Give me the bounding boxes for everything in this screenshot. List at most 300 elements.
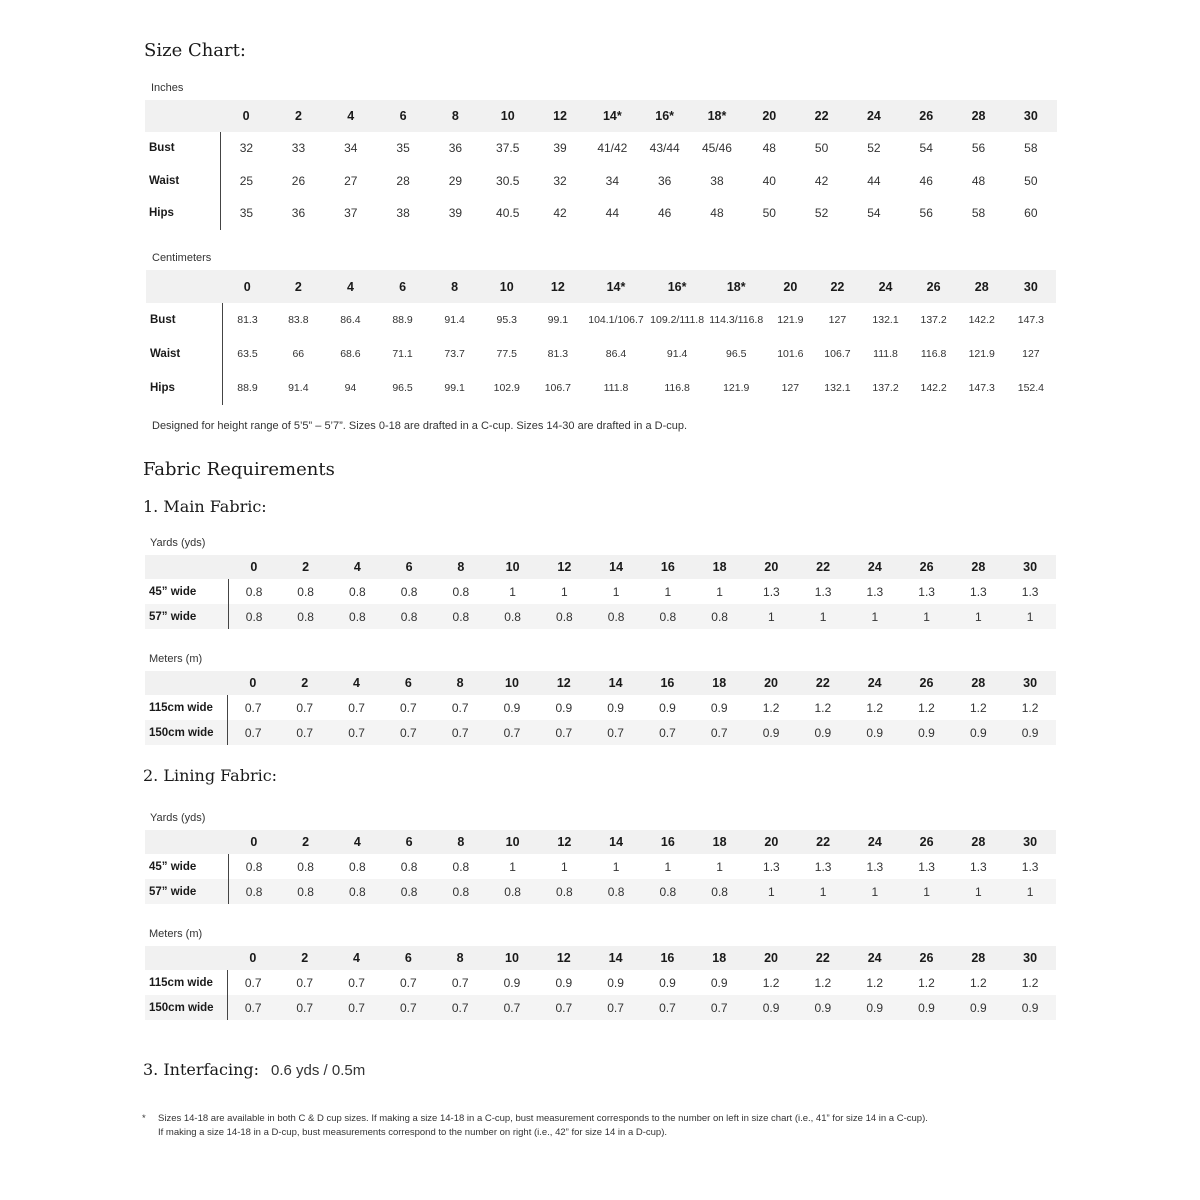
value-cell: 0.7	[693, 995, 745, 1020]
value-cell: 0.7	[382, 995, 434, 1020]
value-cell: 0.8	[694, 879, 746, 904]
value-cell: 0.8	[280, 879, 332, 904]
value-cell: 0.9	[555, 700, 573, 715]
value-cell: 0.7	[642, 995, 694, 1020]
value-cell: 0.7	[590, 995, 642, 1020]
size-header-cell: 20	[746, 830, 798, 854]
row-label: Waist	[145, 165, 220, 198]
value-cell: 102.9	[493, 382, 520, 394]
size-header-cell: 26	[900, 100, 952, 132]
value-cell: 25	[239, 173, 254, 188]
value-cell: 0.8	[400, 859, 418, 874]
size-header-cell: 22	[797, 555, 849, 579]
size-header-cell: 12	[538, 946, 590, 970]
value-cell: 83.8	[288, 314, 309, 326]
value-cell: 81.3	[237, 314, 258, 326]
value-cell: 29	[448, 173, 463, 188]
value-cell: 96.5	[392, 382, 413, 394]
value-cell: 0.7	[244, 700, 262, 715]
lining-fabric-yards-table	[145, 830, 1056, 904]
value-cell: 36	[291, 206, 306, 221]
size-header-cell: 24	[849, 555, 901, 579]
value-cell: 88.9	[237, 382, 258, 394]
value-cell: 1.3	[1021, 859, 1039, 874]
size-header-cell: 24	[849, 671, 901, 695]
value-cell: 1	[746, 879, 798, 904]
size-header-cell: 10	[486, 946, 538, 970]
value-cell: 121.9	[723, 382, 750, 394]
size-header-cell: 2	[280, 830, 332, 854]
interfacing-line	[143, 1060, 365, 1079]
value-cell: 121.9	[777, 314, 804, 326]
size-header-cell: 18	[693, 671, 745, 695]
value-cell: 39	[553, 141, 567, 156]
size-header-cell: 4	[324, 270, 376, 303]
value-cell: 0.8	[280, 604, 332, 629]
value-cell: 58	[1024, 141, 1038, 156]
height-cup-note: Designed for height range of 5’5” – 5’7”. Sizes 0-18 are drafted in a C-cup. Sizes 14-30 are drafted in a D-cup.	[152, 420, 688, 432]
size-header-cell: 0	[228, 830, 280, 854]
value-cell: 0.7	[331, 720, 383, 745]
value-cell: 0.8	[539, 879, 591, 904]
value-cell: 60	[1024, 206, 1038, 221]
size-header-cell: 20	[746, 555, 798, 579]
value-cell: 36	[448, 141, 463, 156]
size-header-cell: 8	[429, 270, 481, 303]
value-cell: 0.9	[901, 995, 953, 1020]
value-cell: 0.7	[279, 995, 331, 1020]
main-meters-unit-label: Meters (m)	[149, 653, 203, 665]
size-header-cell: 6	[383, 830, 435, 854]
value-cell: 0.7	[451, 975, 469, 990]
value-cell: 56	[919, 206, 933, 221]
value-cell: 0.8	[642, 604, 694, 629]
value-cell: 99.1	[547, 314, 569, 326]
value-cell: 1	[797, 879, 849, 904]
value-cell: 1	[716, 584, 723, 599]
row-label: Hips	[145, 197, 220, 230]
row-label: Waist	[146, 337, 222, 371]
value-cell: 0.8	[332, 879, 384, 904]
value-cell: 68.6	[340, 348, 361, 360]
value-cell: 1	[1004, 879, 1056, 904]
size-header-cell: 20	[745, 671, 797, 695]
value-cell: 0.8	[487, 879, 539, 904]
value-cell: 48	[762, 141, 776, 156]
value-cell: 1	[664, 584, 672, 599]
value-cell: 0.8	[245, 584, 263, 599]
row-bust	[146, 303, 1056, 337]
value-cell: 1.2	[814, 975, 832, 990]
value-cell: 91.4	[288, 382, 309, 394]
value-cell: 35	[396, 141, 410, 156]
value-cell: 91.4	[666, 348, 688, 360]
value-cell: 0.9	[849, 720, 901, 745]
value-cell: 50	[1024, 173, 1038, 188]
value-cell: 1	[664, 859, 672, 874]
size-header-cell: 28	[953, 555, 1005, 579]
value-cell: 1.3	[814, 584, 832, 599]
size-header-cell: 14	[590, 946, 642, 970]
value-cell: 1	[901, 604, 953, 629]
value-cell: 42	[553, 206, 567, 221]
value-cell: 0.8	[383, 604, 435, 629]
value-cell: 0.7	[227, 995, 279, 1020]
size-header-cell: 12	[538, 671, 590, 695]
size-header-cell: 26	[901, 671, 953, 695]
size-header-cell: 8	[429, 100, 481, 132]
size-header-row	[145, 830, 1056, 854]
size-header-cell: 8	[435, 555, 487, 579]
value-cell: 46	[657, 206, 672, 221]
size-header-cell: 22	[795, 100, 847, 132]
value-cell: 73.7	[444, 348, 465, 360]
size-header-cell: 8	[435, 830, 487, 854]
value-cell: 88.9	[392, 314, 413, 326]
fabric-requirements-title: Fabric Requirements	[143, 459, 335, 480]
size-header-cell: 6	[383, 555, 435, 579]
value-cell: 0.9	[607, 975, 624, 990]
main-fabric-meters-table	[145, 671, 1056, 745]
value-cell: 34	[344, 141, 358, 156]
value-cell: 37	[344, 206, 358, 221]
value-cell: 0.9	[659, 700, 676, 715]
row-label: 45” wide	[145, 579, 228, 604]
row-label: Bust	[145, 132, 220, 165]
value-cell: 0.8	[383, 879, 435, 904]
size-header-cell: 30	[1004, 671, 1056, 695]
size-header-cell: 12	[539, 830, 591, 854]
value-cell: 54	[867, 206, 881, 221]
value-cell: 121.9	[968, 348, 995, 360]
value-cell: 48	[710, 206, 724, 221]
size-header-cell: 30	[1004, 946, 1056, 970]
lining-meters-unit-label: Meters (m)	[149, 928, 203, 940]
value-cell: 0.7	[227, 720, 279, 745]
value-cell: 48	[971, 173, 986, 188]
footnote-line-1	[142, 1112, 1142, 1126]
lining-yards-unit-label: Yards (yds)	[150, 812, 206, 824]
value-cell: 54	[919, 141, 933, 156]
size-chart-title: Size Chart:	[144, 40, 246, 61]
value-cell: 1.3	[866, 859, 884, 874]
size-header-cell: 22	[797, 830, 849, 854]
value-cell: 0.8	[435, 879, 487, 904]
value-cell: 127	[781, 382, 800, 394]
main-yards-unit-label: Yards (yds)	[150, 537, 206, 549]
row-115cm-wide	[145, 970, 1056, 995]
row-label: Hips	[146, 371, 222, 405]
row-hips	[145, 197, 1057, 230]
value-cell: 56	[971, 141, 986, 156]
size-chart-centimeters-table	[146, 270, 1056, 405]
value-cell: 1	[797, 604, 849, 629]
value-cell: 38	[710, 173, 724, 188]
row-label: 115cm wide	[145, 695, 227, 720]
value-cell: 1.3	[918, 584, 935, 599]
value-cell: 0.7	[451, 700, 469, 715]
row-150cm-wide	[145, 995, 1056, 1020]
value-cell: 109.2/111.8	[650, 314, 705, 326]
footnote	[142, 1112, 1142, 1140]
value-cell: 1.2	[1021, 975, 1039, 990]
value-cell: 52	[814, 206, 829, 221]
value-cell: 0.8	[435, 604, 487, 629]
value-cell: 1.3	[1021, 584, 1039, 599]
value-cell: 0.7	[296, 975, 314, 990]
value-cell: 0.9	[745, 995, 797, 1020]
value-cell: 77.5	[496, 348, 517, 360]
row-150cm-wide	[145, 720, 1056, 745]
size-header-cell: 20	[767, 270, 813, 303]
size-header-cell: 10	[481, 270, 533, 303]
value-cell: 43/44	[649, 141, 680, 156]
value-cell: 66	[292, 348, 305, 360]
value-cell: 40.5	[496, 206, 520, 221]
value-cell: 40	[762, 173, 776, 188]
size-header-row	[145, 555, 1056, 579]
value-cell: 0.8	[332, 604, 384, 629]
value-cell: 34	[605, 173, 620, 188]
value-cell: 1	[1004, 604, 1056, 629]
value-cell: 27	[344, 173, 358, 188]
size-header-cell: 12	[534, 100, 586, 132]
value-cell: 32	[239, 141, 254, 156]
size-header-cell: 24	[849, 946, 901, 970]
value-cell: 26	[291, 173, 306, 188]
value-cell: 30.5	[496, 173, 520, 188]
value-cell: 0.7	[348, 975, 365, 990]
value-cell: 0.8	[694, 604, 746, 629]
value-cell: 0.7	[400, 700, 417, 715]
value-cell: 44	[605, 206, 620, 221]
value-cell: 0.9	[555, 975, 573, 990]
value-cell: 0.9	[503, 975, 521, 990]
size-header-cell: 12	[539, 555, 591, 579]
value-cell: 86.4	[340, 314, 361, 326]
row-waist	[145, 165, 1057, 198]
value-cell: 52	[867, 141, 881, 156]
value-cell: 71.1	[392, 348, 413, 360]
value-cell: 1	[509, 859, 516, 874]
value-cell: 35	[239, 206, 254, 221]
value-cell: 1.3	[814, 859, 832, 874]
size-header-cell: 8	[434, 946, 486, 970]
value-cell: 0.9	[952, 720, 1004, 745]
size-header-cell: 2	[272, 100, 324, 132]
size-header-cell: 12	[533, 270, 583, 303]
main-fabric-title: 1. Main Fabric:	[143, 497, 267, 516]
value-cell: 1	[953, 604, 1005, 629]
value-cell: 0.9	[1004, 995, 1056, 1020]
value-cell: 36	[657, 173, 672, 188]
size-header-cell: 28	[953, 830, 1005, 854]
size-header-cell: 8	[434, 671, 486, 695]
value-cell: 101.6	[777, 348, 804, 360]
size-header-cell: 18*	[705, 270, 767, 303]
size-header-cell: 18*	[691, 100, 743, 132]
size-header-cell: 30	[1005, 100, 1057, 132]
size-header-cell: 10	[487, 830, 539, 854]
size-chart-inches-table	[145, 100, 1057, 230]
value-cell: 0.7	[434, 720, 486, 745]
header-corner	[145, 830, 228, 854]
size-header-cell: 16	[642, 555, 694, 579]
value-cell: 0.7	[693, 720, 745, 745]
size-header-cell: 26	[901, 555, 953, 579]
interfacing-title: 3. Interfacing:	[143, 1060, 259, 1079]
value-cell: 50	[814, 141, 829, 156]
value-cell: 58	[971, 206, 986, 221]
value-cell: 1	[746, 604, 798, 629]
size-header-cell: 6	[376, 270, 428, 303]
value-cell: 111.8	[873, 348, 898, 360]
value-cell: 0.7	[400, 975, 417, 990]
size-header-cell: 16*	[649, 270, 705, 303]
row-57-wide	[145, 604, 1056, 629]
value-cell: 0.8	[487, 604, 539, 629]
value-cell: 28	[396, 173, 410, 188]
value-cell: 0.8	[297, 859, 314, 874]
value-cell: 0.9	[1004, 720, 1056, 745]
value-cell: 0.8	[590, 879, 642, 904]
value-cell: 114.3/116.8	[709, 314, 764, 326]
value-cell: 1.2	[814, 700, 832, 715]
size-header-cell: 24	[849, 830, 901, 854]
value-cell: 0.8	[297, 584, 314, 599]
size-header-cell: 24	[861, 270, 909, 303]
value-cell: 142.2	[920, 382, 947, 394]
size-header-cell: 4	[332, 555, 384, 579]
value-cell: 1	[612, 584, 620, 599]
size-header-cell: 0	[220, 100, 272, 132]
row-label: 115cm wide	[145, 970, 227, 995]
value-cell: 0.9	[710, 975, 728, 990]
value-cell: 1.3	[918, 859, 935, 874]
value-cell: 0.9	[745, 720, 797, 745]
value-cell: 46	[919, 173, 933, 188]
value-cell: 1	[849, 604, 901, 629]
value-cell: 63.5	[237, 348, 258, 360]
size-header-cell: 26	[901, 946, 953, 970]
centimeters-unit-label: Centimeters	[152, 252, 212, 264]
value-cell: 1.3	[970, 859, 987, 874]
size-header-cell: 20	[743, 100, 795, 132]
value-cell: 0.8	[349, 584, 366, 599]
interfacing-value: 0.6 yds / 0.5m	[271, 1062, 366, 1079]
value-cell: 96.5	[726, 348, 747, 360]
size-header-cell: 24	[848, 100, 900, 132]
value-cell: 106.7	[824, 348, 851, 360]
value-cell: 1.3	[763, 859, 780, 874]
value-cell: 0.8	[349, 859, 366, 874]
size-header-cell: 22	[797, 671, 849, 695]
size-header-cell: 14*	[583, 270, 649, 303]
size-header-cell: 2	[272, 270, 324, 303]
value-cell: 44	[867, 173, 881, 188]
size-header-cell: 18	[694, 830, 746, 854]
row-45-wide	[145, 579, 1056, 604]
row-57-wide	[145, 879, 1056, 904]
value-cell: 0.7	[244, 975, 262, 990]
value-cell: 0.9	[710, 700, 728, 715]
value-cell: 0.7	[348, 700, 365, 715]
value-cell: 127	[1022, 348, 1040, 360]
value-cell: 0.9	[797, 720, 849, 745]
value-cell: 0.7	[296, 700, 314, 715]
value-cell: 0.8	[539, 604, 591, 629]
value-cell: 1.2	[969, 700, 987, 715]
size-header-cell: 6	[377, 100, 429, 132]
value-cell: 1	[509, 584, 516, 599]
value-cell: 1.2	[918, 700, 935, 715]
value-cell: 1.2	[1021, 700, 1039, 715]
header-corner	[145, 671, 227, 695]
value-cell: 0.8	[400, 584, 418, 599]
size-header-cell: 10	[486, 671, 538, 695]
value-cell: 0.7	[642, 720, 694, 745]
size-header-cell: 0	[227, 671, 279, 695]
size-header-cell: 4	[332, 830, 384, 854]
size-header-cell: 28	[952, 671, 1004, 695]
size-header-cell: 16	[642, 671, 694, 695]
value-cell: 0.8	[245, 859, 263, 874]
value-cell: 1.2	[866, 700, 883, 715]
value-cell: 142.2	[968, 314, 995, 326]
value-cell: 37.5	[496, 141, 520, 156]
value-cell: 147.3	[968, 382, 995, 394]
value-cell: 1.3	[866, 584, 884, 599]
size-header-cell: 0	[228, 555, 280, 579]
size-header-row	[145, 946, 1056, 970]
size-header-cell: 14	[590, 830, 642, 854]
value-cell: 1.2	[969, 975, 987, 990]
value-cell: 0.7	[331, 995, 383, 1020]
row-115cm-wide	[145, 695, 1056, 720]
header-corner	[145, 100, 220, 132]
size-header-cell: 26	[910, 270, 958, 303]
row-hips	[146, 371, 1056, 405]
value-cell: 94	[344, 382, 357, 394]
size-header-cell: 2	[279, 946, 331, 970]
row-45-wide	[145, 854, 1056, 879]
row-label: Bust	[146, 303, 222, 337]
value-cell: 111.8	[603, 382, 629, 394]
value-cell: 42	[814, 173, 829, 188]
value-cell: 0.8	[590, 604, 642, 629]
size-header-cell: 28	[958, 270, 1006, 303]
header-corner	[145, 946, 227, 970]
value-cell: 41/42	[597, 141, 628, 156]
size-header-cell: 30	[1006, 270, 1056, 303]
value-cell: 152.4	[1017, 382, 1045, 394]
value-cell: 1.3	[970, 584, 987, 599]
value-cell: 1	[849, 879, 901, 904]
size-header-cell: 20	[745, 946, 797, 970]
value-cell: 0.7	[382, 720, 434, 745]
value-cell: 1	[561, 859, 568, 874]
footnote-line-2: If making a size 14-18 in a D-cup, bust measurements correspond to the number on right (i.e., 42” for size 14 in a D-cup).	[158, 1127, 668, 1138]
size-header-cell: 10	[487, 555, 539, 579]
size-header-cell: 30	[1004, 555, 1056, 579]
footnote-marker: *	[142, 1113, 146, 1124]
value-cell: 0.9	[849, 995, 901, 1020]
value-cell: 1	[561, 584, 568, 599]
value-cell: 38	[396, 206, 410, 221]
size-header-cell: 18	[693, 946, 745, 970]
value-cell: 99.1	[444, 382, 465, 394]
size-header-cell: 14	[590, 555, 642, 579]
